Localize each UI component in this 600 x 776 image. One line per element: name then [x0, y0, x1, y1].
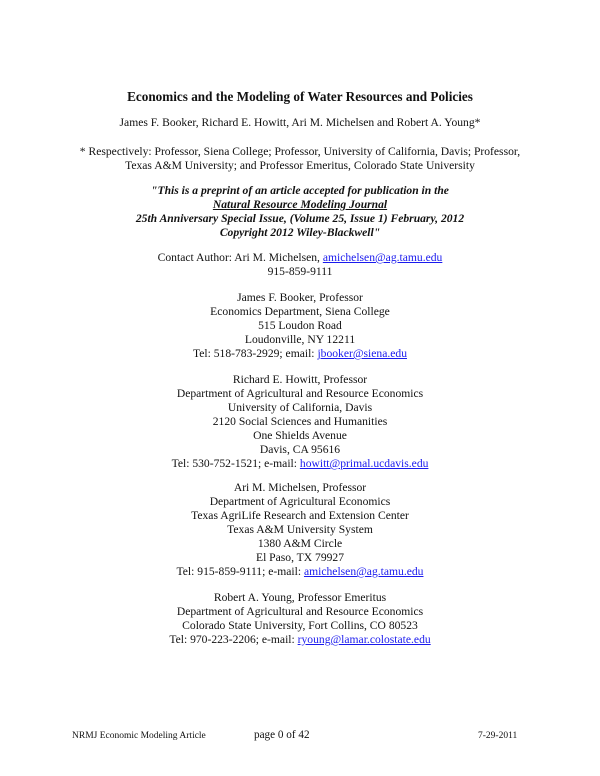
address-line: Department of Agricultural Economics: [209, 495, 391, 508]
contact-phone: 915-859-9111: [267, 265, 333, 278]
address-line: Davis, CA 95616: [259, 443, 341, 456]
address-line: One Shields Avenue: [253, 429, 347, 442]
address-contact: [0, 347, 600, 361]
email-link[interactable]: amichelsen@ag.tamu.edu: [303, 565, 424, 578]
address-line: Texas A&M University System: [227, 523, 373, 536]
journal-name: Natural Resource Modeling Journal: [212, 198, 388, 211]
email-link[interactable]: jbooker@siena.edu: [317, 347, 407, 360]
paper-title: Economics and the Modeling of Water Resources and Policies: [127, 89, 473, 104]
address-line: Richard E. Howitt, Professor: [232, 373, 368, 386]
address-line: 515 Loudon Road: [258, 319, 342, 332]
address-line: 2120 Social Sciences and Humanities: [212, 415, 388, 428]
address-contact-prefix: Tel: 530-752-1521; e-mail:: [171, 457, 300, 470]
address-line: University of California, Davis: [227, 401, 373, 414]
address-line: James F. Booker, Professor: [237, 291, 363, 304]
author-list: James F. Booker, Richard E. Howitt, Ari M. Michelsen and Robert A. Young*: [119, 116, 481, 129]
page-number: page 0 of 42: [254, 729, 310, 741]
address-line: Texas AgriLife Research and Extension Center: [191, 509, 409, 522]
address-line: Ari M. Michelsen, Professor: [233, 481, 367, 494]
address-line: Colorado State University, Fort Collins, CO 80523: [182, 619, 418, 632]
address-contact: [0, 633, 600, 647]
address-contact-prefix: Tel: 518-783-2929; email:: [192, 347, 318, 360]
preprint-notice-line-3: 25th Anniversary Special Issue, (Volume 25, Issue 1) February, 2012: [135, 212, 465, 225]
affiliation-note-line-2: Texas A&M University; and Professor Emeritus, Colorado State University: [125, 159, 475, 172]
address-line: 1380 A&M Circle: [257, 537, 343, 550]
address-contact: [0, 565, 600, 579]
affiliation-note-line-1: * Respectively: Professor, Siena College; Professor, University of California, Davis; Professor,: [79, 145, 521, 158]
address-contact-prefix: Tel: 915-859-9111; e-mail:: [176, 565, 304, 578]
address-line: Department of Agricultural and Resource Economics: [176, 605, 424, 618]
address-line: Robert A. Young, Professor Emeritus: [213, 591, 387, 604]
contact-email-link[interactable]: amichelsen@ag.tamu.edu: [322, 251, 443, 264]
address-line: El Paso, TX 79927: [255, 551, 345, 564]
footer-date: 7-29-2011: [478, 731, 518, 741]
preprint-notice-line-1: "This is a preprint of an article accepted for publication in the: [151, 184, 449, 197]
copyright-line: Copyright 2012 Wiley-Blackwell": [219, 226, 381, 239]
address-line: Economics Department, Siena College: [210, 305, 390, 318]
address-contact: [0, 457, 600, 471]
email-link[interactable]: ryoung@lamar.colostate.edu: [297, 633, 431, 646]
footer-left: NRMJ Economic Modeling Article: [72, 731, 206, 741]
contact-author-label: Contact Author: Ari M. Michelsen,: [157, 251, 323, 264]
address-contact-prefix: Tel: 970-223-2206; e-mail:: [169, 633, 298, 646]
address-line: Department of Agricultural and Resource Economics: [176, 387, 424, 400]
contact-author: [0, 251, 600, 265]
address-line: Loudonville, NY 12211: [244, 333, 356, 346]
email-link[interactable]: howitt@primal.ucdavis.edu: [299, 457, 429, 470]
